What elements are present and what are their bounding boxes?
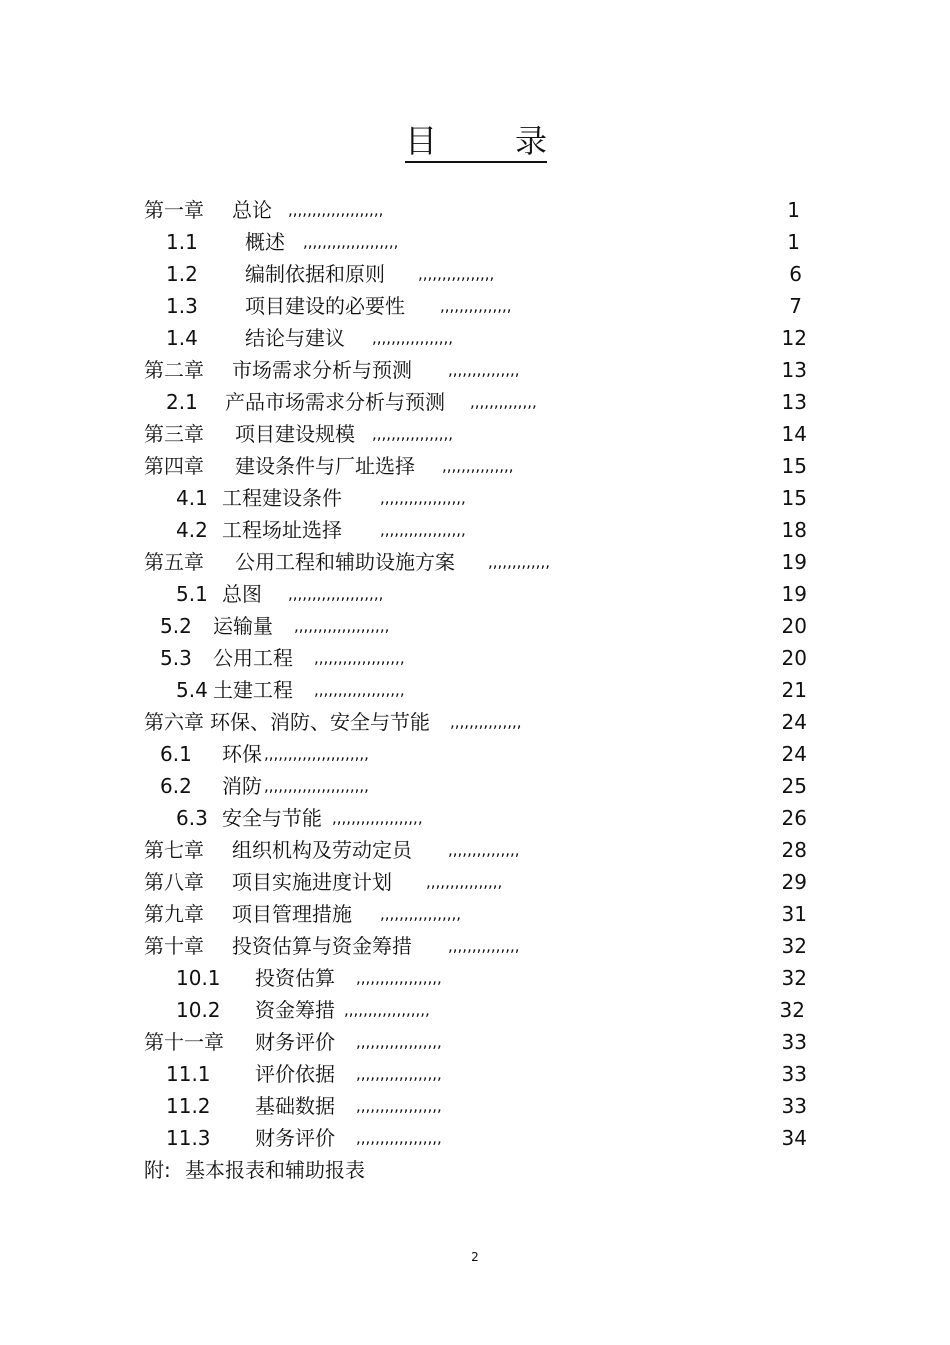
toc-entry-page: 32: [779, 998, 805, 1022]
toc-entry-page: 24: [781, 710, 807, 734]
toc-entry-page: 21: [781, 678, 807, 702]
toc-entry-number: 第九章: [144, 902, 204, 926]
title-char-2: 录: [514, 122, 547, 160]
toc-entry-leader: ,,,,,,,,,,,,,,,,,,,,: [303, 233, 399, 251]
toc-entry-label: 基本报表和辅助报表: [185, 1158, 365, 1182]
toc-entry-number: 第六章: [144, 710, 204, 734]
toc-entry-number: 第十一章: [144, 1030, 224, 1054]
toc-entry-page: 31: [781, 902, 807, 926]
toc-entry: [0, 418, 807, 450]
toc-entry-leader: ,,,,,,,,,,,,,,,,: [418, 265, 495, 283]
toc-entry-label: 环保: [222, 742, 262, 766]
toc-entry-leader: ,,,,,,,,,,,,,,: [470, 393, 537, 411]
toc-entry-page: 12: [781, 326, 807, 350]
toc-entry: [0, 642, 807, 674]
toc-entry-page: 7: [789, 294, 802, 318]
toc-entry-page: 1: [787, 230, 800, 254]
title-underline: [405, 161, 547, 163]
toc-entry-label: 建设条件与厂址选择: [235, 454, 415, 478]
toc-entry-number: 6.2: [160, 774, 192, 798]
toc-entry-label: 公用工程: [213, 646, 293, 670]
toc-entry-page: 13: [781, 358, 807, 382]
toc-entry-label: 总图: [222, 582, 262, 606]
toc-entry-number: 第一章: [144, 198, 204, 222]
toc-entry-label: 组织机构及劳动定员: [232, 838, 412, 862]
toc-entry: [0, 1058, 807, 1090]
toc-entry: [0, 450, 807, 482]
toc-entry-leader: ,,,,,,,,,,,,,,,,: [426, 873, 503, 891]
toc-entry-page: 6: [789, 262, 802, 286]
toc-entry-number: 10.1: [176, 966, 221, 990]
toc-entry-leader: ,,,,,,,,,,,,,,,,,,: [380, 489, 466, 507]
toc-entry: [0, 354, 807, 386]
toc-entry: [0, 834, 807, 866]
toc-entry-number: 1.1: [166, 230, 198, 254]
toc-entry: [0, 226, 800, 258]
toc-entry-number: 11.3: [166, 1126, 211, 1150]
toc-entry-leader: ,,,,,,,,,,,,,,,: [450, 713, 522, 731]
toc-entry-page: 25: [781, 774, 807, 798]
toc-entry-label: 资金筹措: [255, 998, 335, 1022]
toc-entry-leader: ,,,,,,,,,,,,,,,,,,: [356, 1033, 442, 1051]
toc-entry-label: 概述: [245, 230, 285, 254]
toc-entry-number: 4.1: [176, 486, 208, 510]
toc-entry-page: 28: [781, 838, 807, 862]
toc-entry-page: 18: [781, 518, 807, 542]
toc-entry-leader: ,,,,,,,,,,,,,,,,,,,,,,: [264, 745, 369, 763]
toc-entry-label: 项目实施进度计划: [232, 870, 392, 894]
toc-entry-page: 1: [787, 198, 800, 222]
toc-entry: [0, 290, 802, 322]
toc-entry-page: 19: [781, 550, 807, 574]
toc-entry-leader: ,,,,,,,,,,,,,,,,,,,,: [288, 201, 384, 219]
toc-entry: [0, 802, 807, 834]
toc-entry-leader: ,,,,,,,,,,,,,,,,,,: [356, 1065, 442, 1083]
toc-entry: [0, 514, 807, 546]
toc-entry-number: 第十章: [144, 934, 204, 958]
toc-entry-page: 19: [781, 582, 807, 606]
toc-entry-leader: ,,,,,,,,,,,,,,,,,: [380, 905, 462, 923]
toc-entry-page: 26: [781, 806, 807, 830]
toc-entry-page: 15: [781, 486, 807, 510]
toc-entry-label: 项目建设规模: [235, 422, 355, 446]
toc-entry-page: 33: [781, 1062, 807, 1086]
toc-entry-label: 市场需求分析与预测: [232, 358, 412, 382]
toc-entry: [0, 930, 807, 962]
toc-entry-leader: ,,,,,,,,,,,,,,,,,,: [356, 969, 442, 987]
toc-entry-number: 6.3: [176, 806, 208, 830]
toc-entry-number: 第五章: [144, 550, 204, 574]
toc-entry: [0, 994, 805, 1026]
page-number: 2: [471, 1250, 479, 1264]
toc-entry: [0, 258, 802, 290]
toc-entry-label: 编制依据和原则: [245, 262, 385, 286]
toc-entry-leader: ,,,,,,,,,,,,,,,,,: [372, 425, 454, 443]
toc-entry-number: 4.2: [176, 518, 208, 542]
toc-entry-page: 14: [781, 422, 807, 446]
toc-entry-leader: ,,,,,,,,,,,,,,,,,: [372, 329, 454, 347]
toc-entry-number: 11.2: [166, 1094, 211, 1118]
toc-entry: [0, 866, 807, 898]
toc-entry-page: 29: [781, 870, 807, 894]
toc-entry-page: 32: [781, 966, 807, 990]
toc-entry-number: 1.4: [166, 326, 198, 350]
toc-entry: [0, 578, 807, 610]
title-char-1: 目: [405, 122, 438, 160]
toc-entry-label: 运输量: [213, 614, 273, 638]
toc-entry: [0, 322, 807, 354]
toc-entry-label: 基础数据: [255, 1094, 335, 1118]
toc-entry-leader: ,,,,,,,,,,,,,,,,,,: [380, 521, 466, 539]
toc-entry-page: 32: [781, 934, 807, 958]
toc-entry-number: 1.3: [166, 294, 198, 318]
toc-entry-leader: ,,,,,,,,,,,,,,,,,,: [344, 1001, 430, 1019]
toc-entry-leader: ,,,,,,,,,,,,,,,,,,,: [314, 681, 405, 699]
toc-entry-label: 结论与建议: [245, 326, 345, 350]
toc-entry-leader: ,,,,,,,,,,,,,,,,,,,: [332, 809, 423, 827]
toc-entry: [0, 194, 800, 226]
toc-entry: [0, 674, 807, 706]
toc-entry: [0, 482, 807, 514]
toc-entry-label: 评价依据: [255, 1062, 335, 1086]
toc-entry-label: 总论: [232, 198, 272, 222]
toc-entry-page: 24: [781, 742, 807, 766]
toc-entry-leader: ,,,,,,,,,,,,,,,: [440, 297, 512, 315]
toc-entry-page: 13: [781, 390, 807, 414]
toc-entry-number: 11.1: [166, 1062, 211, 1086]
toc-entry-number: 第八章: [144, 870, 204, 894]
toc-entry-number: 6.1: [160, 742, 192, 766]
toc-entry-label: 项目管理措施: [232, 902, 352, 926]
toc-entry-leader: ,,,,,,,,,,,,,,,,,,: [356, 1097, 442, 1115]
toc-entry: [0, 1154, 807, 1186]
toc-entry-label: 工程建设条件: [222, 486, 342, 510]
toc-entry: [0, 770, 807, 802]
toc-entry: [0, 546, 807, 578]
toc-entry-label: 产品市场需求分析与预测: [225, 390, 445, 414]
toc-entry-leader: ,,,,,,,,,,,,,,,,,,: [356, 1129, 442, 1147]
toc-entry-number: 第七章: [144, 838, 204, 862]
toc-entry-page: 33: [781, 1094, 807, 1118]
toc-entry-page: 20: [781, 646, 807, 670]
toc-entry-number: 1.2: [166, 262, 198, 286]
toc-entry-label: 公用工程和辅助设施方案: [235, 550, 455, 574]
toc-entry: [0, 898, 807, 930]
toc-entry-label: 财务评价: [255, 1030, 335, 1054]
toc-entry-number: 2.1: [166, 390, 198, 414]
toc-entry-leader: ,,,,,,,,,,,,,,,,,,,,: [294, 617, 390, 635]
toc-entry: [0, 706, 807, 738]
toc-entry: [0, 1026, 807, 1058]
toc-entry-number: 5.3: [160, 646, 192, 670]
toc-entry: [0, 1090, 807, 1122]
toc-entry-leader: ,,,,,,,,,,,,,,,,,,,,: [288, 585, 384, 603]
toc-entry-number: 附:: [144, 1158, 171, 1182]
toc-entry-leader: ,,,,,,,,,,,,,,,: [448, 937, 520, 955]
toc-entry-number: 10.2: [176, 998, 221, 1022]
toc-entry-page: 34: [781, 1126, 807, 1150]
toc-entry-leader: ,,,,,,,,,,,,,,,: [448, 361, 520, 379]
toc-entry-label: 安全与节能: [222, 806, 322, 830]
toc-entry: [0, 610, 807, 642]
toc-entry-label: 投资估算: [255, 966, 335, 990]
toc-entry-number: 第二章: [144, 358, 204, 382]
toc-entry-label: 财务评价: [255, 1126, 335, 1150]
toc-entry-label: 投资估算与资金筹措: [232, 934, 412, 958]
toc-entry-number: 第三章: [144, 422, 204, 446]
toc-entry-number: 5.4: [176, 678, 208, 702]
toc-entry: [0, 738, 807, 770]
toc-entry-label: 土建工程: [213, 678, 293, 702]
toc-entry-leader: ,,,,,,,,,,,,,,,: [442, 457, 514, 475]
toc-entry-leader: ,,,,,,,,,,,,,,,,,,,,,,: [264, 777, 369, 795]
toc-entry-leader: ,,,,,,,,,,,,,: [488, 553, 550, 571]
toc-entry-page: 15: [781, 454, 807, 478]
toc-title: [405, 120, 547, 162]
toc-entry: [0, 962, 807, 994]
toc-entry-leader: ,,,,,,,,,,,,,,,,,,,: [314, 649, 405, 667]
toc-entry-page: 20: [781, 614, 807, 638]
toc-entry-label: 消防: [222, 774, 262, 798]
toc-entry: [0, 1122, 807, 1154]
toc-entry-number: 5.2: [160, 614, 192, 638]
toc-entry-label: 环保、消防、安全与节能: [210, 710, 430, 734]
toc-entry-leader: ,,,,,,,,,,,,,,,: [448, 841, 520, 859]
toc-entry: [0, 386, 807, 418]
toc-entry-number: 第四章: [144, 454, 204, 478]
toc-entry-number: 5.1: [176, 582, 208, 606]
toc-entry-page: 33: [781, 1030, 807, 1054]
toc-entry-label: 项目建设的必要性: [245, 294, 405, 318]
toc-entry-label: 工程场址选择: [222, 518, 342, 542]
